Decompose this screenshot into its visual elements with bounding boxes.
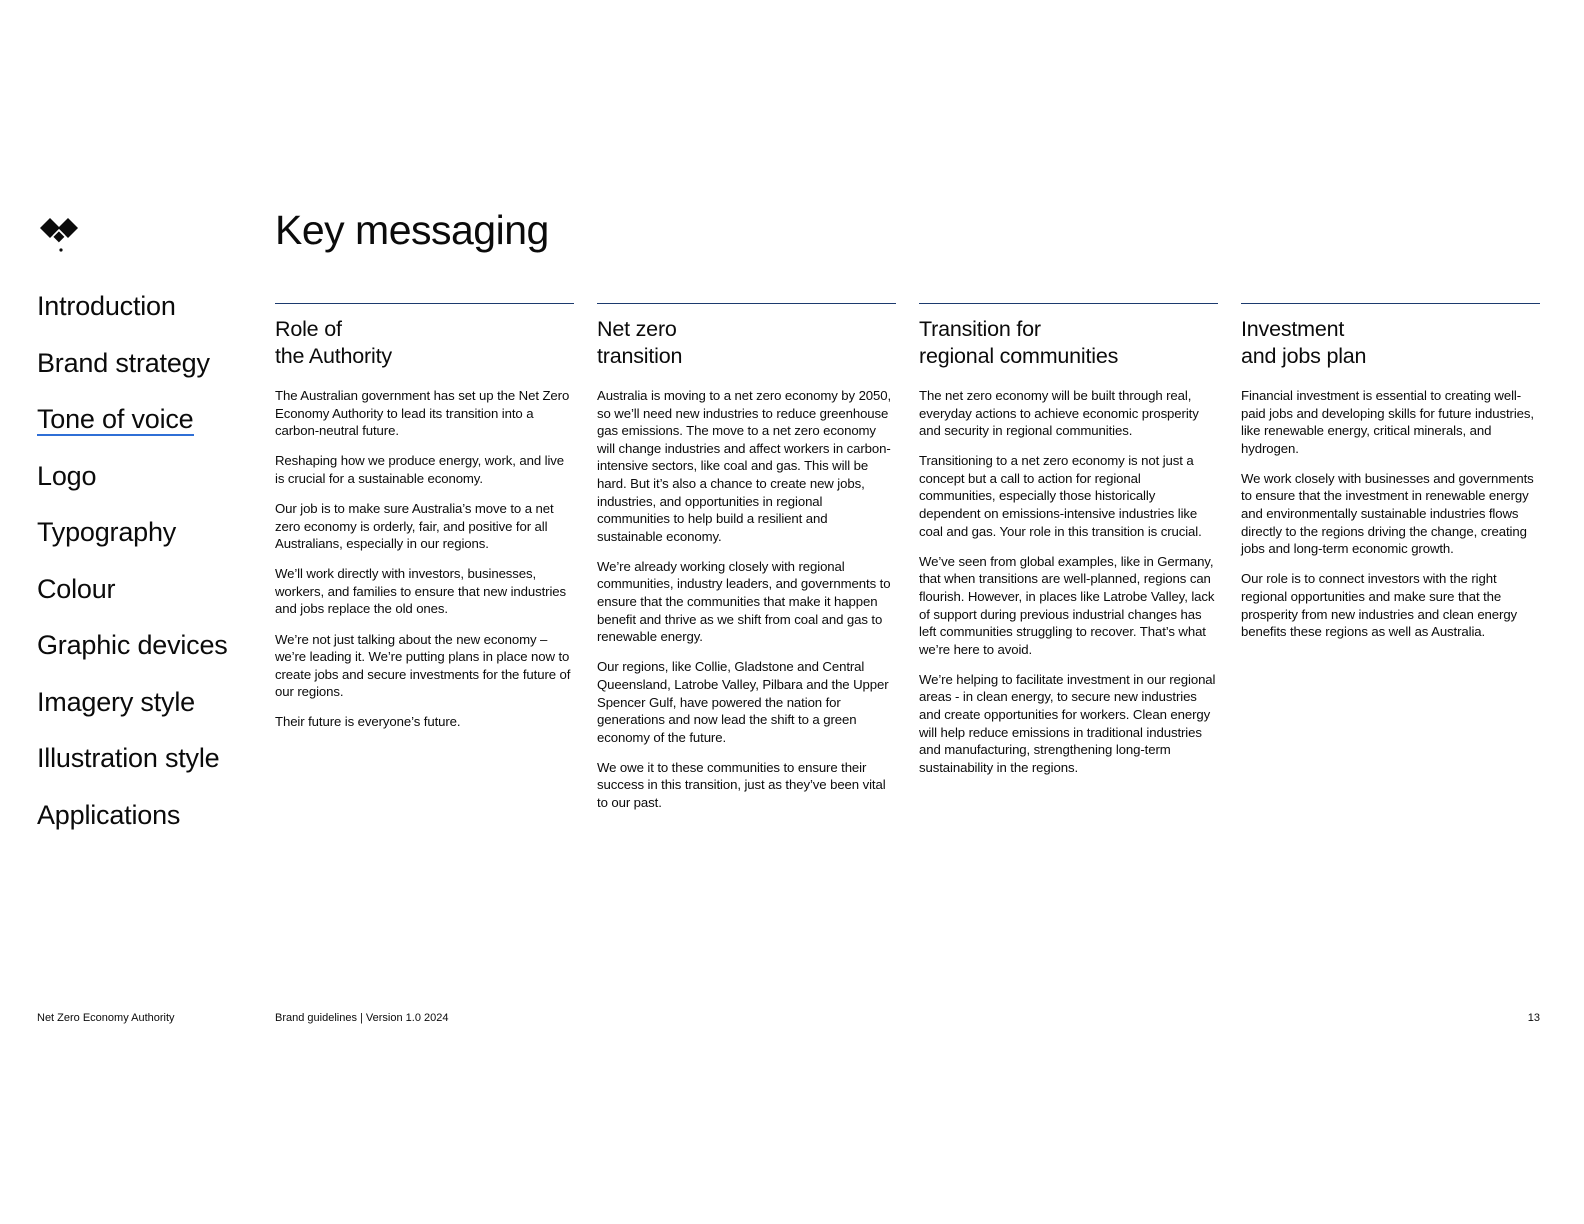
nav-item-applications[interactable]	[37, 799, 257, 856]
column-body	[275, 387, 574, 731]
nav-item-logo[interactable]	[37, 460, 257, 517]
footer-page-number: 13	[1527, 1012, 1540, 1024]
paragraph: Reshaping how we produce energy, work, and live is crucial for a sustainable economy.	[275, 453, 565, 486]
paragraph: Our role is to connect investors with the right regional opportunities and make sure that the prosperity from new industries and clean energy benefits these regions as well as Australia.	[1241, 571, 1518, 640]
column-investment-jobs	[1241, 303, 1540, 653]
sidebar-nav	[37, 290, 257, 855]
page-title: Key messaging	[275, 207, 549, 253]
nav-item-graphic-devices[interactable]	[37, 629, 257, 686]
paragraph: Their future is everyone’s future.	[275, 714, 461, 730]
brand-logo-icon	[38, 216, 82, 256]
nav-item-label: Introduction	[37, 291, 176, 321]
nav-item-tone-of-voice[interactable]	[37, 403, 257, 460]
column-heading: Investment and jobs plan	[1241, 317, 1367, 368]
column-heading: Transition for regional communities	[919, 317, 1119, 368]
column-body	[919, 387, 1218, 776]
nav-item-label: Logo	[37, 460, 97, 491]
column-transition-regional	[919, 303, 1218, 789]
paragraph: We’ve seen from global examples, like in Germany, that when transitions are well-planned, regions can flourish. However, in places like Latrobe Valley, lack of support during previous industrial changes has left communities struggling to recover. That’s what we’re here to avoid.	[919, 553, 1215, 657]
paragraph: We’ll work directly with investors, businesses, workers, and families to ensure that new industries and jobs replace the old ones.	[275, 566, 567, 617]
column-heading: Role of the Authority	[275, 317, 392, 368]
paragraph: Our regions, like Collie, Gladstone and Central Queensland, Latrobe Valley, Pilbara and the Upper Spencer Gulf, have powered the nation for generations and now lead the shift to a green economy of the future.	[597, 659, 889, 745]
paragraph: Our job is to make sure Australia’s move to a net zero economy is orderly, fair, and positive for all Australians, especially in our regions.	[275, 500, 554, 552]
nav-item-introduction[interactable]	[37, 290, 257, 347]
nav-item-typography[interactable]	[37, 516, 257, 573]
footer-org-name: Net Zero Economy Authority	[37, 1012, 175, 1024]
nav-item-brand-strategy[interactable]	[37, 347, 257, 404]
nav-item-imagery-style[interactable]	[37, 686, 257, 743]
paragraph: The Australian government has set up the Net Zero Economy Authority to lead its transition into a carbon-neutral future.	[275, 388, 570, 439]
column-net-zero-transition	[597, 303, 896, 824]
column-heading: Net zero transition	[597, 317, 683, 368]
paragraph: We’re not just talking about the new economy – we’re leading it. We’re putting plans in place now to create jobs and secure investments for the future of our regions.	[275, 631, 571, 700]
nav-item-label: Typography	[37, 517, 177, 547]
column-role-of-authority	[275, 303, 574, 744]
paragraph: Australia is moving to a net zero economy by 2050, so we’ll need new industries to reduce greenhouse gas emissions. The move to a net zero economy will change industries and affect workers in carbon-intensive sectors, like coal and gas. This will be hard. But it’s also a chance to create new jobs, industries, and opportunities in regional communities to help build a resilient and sustainable economy.	[597, 388, 892, 544]
column-body	[597, 387, 896, 812]
nav-item-label: Colour	[37, 573, 116, 604]
nav-item-label: Imagery style	[37, 686, 195, 717]
nav-item-label: Brand strategy	[37, 347, 210, 378]
nav-item-label: Tone of voice	[37, 404, 194, 434]
paragraph: Transitioning to a net zero economy is not just a concept but a call to action for regional communities, especially those historically dependent on emissions-intensive industries like coal and gas. Your role in this transition is crucial.	[919, 453, 1202, 539]
paragraph: We’re already working closely with regional communities, industry leaders, and governments to ensure that the communities that make it happen benefit and thrive as we shift from coal and gas to renewable energy.	[597, 558, 891, 645]
nav-item-label: Applications	[37, 799, 181, 830]
paragraph: We owe it to these communities to ensure their success in this transition, just as they’ve been vital to our past.	[597, 759, 886, 810]
paragraph: The net zero economy will be built through real, everyday actions to achieve economic prosperity and security in regional communities.	[919, 388, 1199, 439]
nav-item-illustration-style[interactable]	[37, 742, 257, 799]
paragraph: We’re helping to facilitate investment in our regional areas - in clean energy, to secure new industries and create opportunities for workers. Clean energy will help reduce emissions in traditional industries and manufacturing, strengthening long-term sustainability in the regions.	[919, 671, 1216, 775]
paragraph: We work closely with businesses and governments to ensure that the investment in renewable energy and environmentally sustainable industries flows directly to the regions driving the change, creating jobs and long-term economic growth.	[1241, 470, 1534, 557]
paragraph: Financial investment is essential to creating well-paid jobs and developing skills for future industries, like renewable energy, critical minerals, and hydrogen.	[1241, 388, 1534, 456]
column-body	[1241, 387, 1540, 641]
nav-item-label: Illustration style	[37, 743, 220, 773]
footer-doc-version: Brand guidelines | Version 1.0 2024	[275, 1012, 449, 1024]
nav-item-colour[interactable]	[37, 573, 257, 630]
nav-item-label: Graphic devices	[37, 630, 228, 660]
